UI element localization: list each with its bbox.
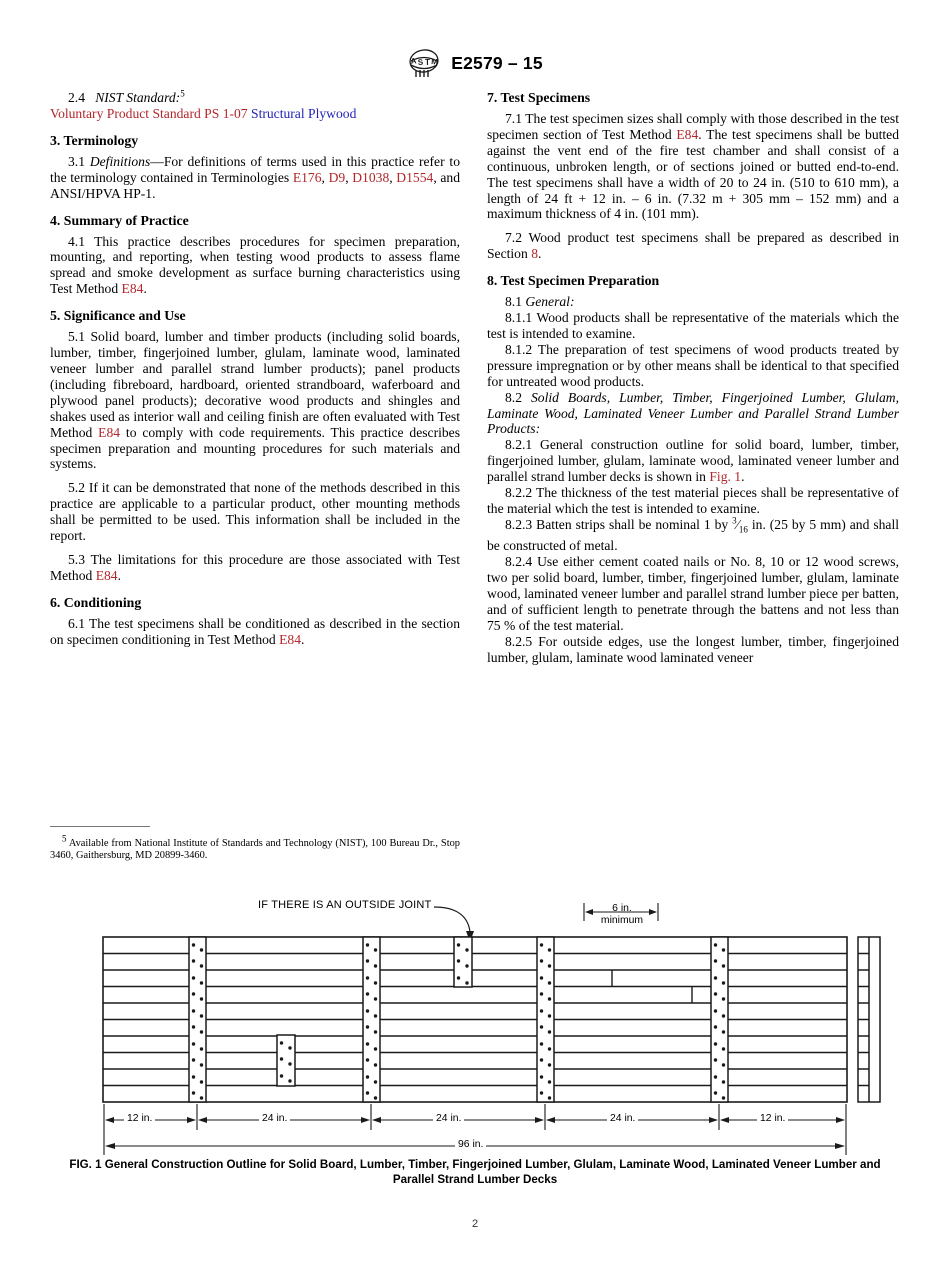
six-inch-value: 6 in. [612,903,632,914]
para-7-2-text: 7.2 Wood product test specimens shall be prepared as described in Section [487,230,899,262]
paragraph-6-1 [50,616,460,648]
para-8-2-number: 8.2 [505,389,522,405]
para-7-1-text-a: 7.1 The test specimen sizes shall comply with those described in the test specimen section of Test Method [487,111,899,142]
astm-logo-icon [407,48,441,78]
para-8-2-3-text-a: 8.2.3 Batten strips shall be nominal 1 by [505,516,733,532]
paragraph-5-3 [50,552,460,584]
dimension-label-5: 12 in. [757,1113,788,1124]
link-section-8[interactable]: 8 [531,246,538,262]
figure-1-caption: FIG. 1 General Construction Outline for Solid Board, Lumber, Timber, Fingerjoined Lumber, Glulam, Laminate Wood, Laminated Veneer Lumber and Parallel Strand Lumber Decks [69,1158,881,1186]
paragraph-7-2 [487,230,899,262]
figure-1-drawing [0,890,950,1180]
standard-designation: E2579 – 15 [451,52,543,73]
link-d1038[interactable]: D1038 [352,169,390,185]
para-5-1-text: 5.1 Solid board, lumber and timber products (including solid boards, lumber, timber, fingerjoined lumber, glulam, laminate wood, laminated veneer lumber and parallel strand lumber products); panel products (including fibreboard, hardboard, oriented strandboard, waferboard and plywood panel products); decorative wood products and shingles and shakes used as interior wall and ceiling finish are often evaluated with Test Method [50,329,460,440]
definitions-italic: Definitions [89,153,151,169]
para-4-1-text: 4.1 This practice describes procedures for specimen preparation, mounting, and reporting, when testing wood products to assess flame spread and smoke development as surface burning characteristics using Test Method [50,233,460,297]
link-structural-plywood[interactable]: Structural Plywood [251,105,357,121]
paragraph-8-2-3 [487,517,899,555]
link-e84-6-1[interactable]: E84 [279,631,302,647]
section-5-heading: 5. Significance and Use [50,308,186,324]
page-number: 2 [471,1218,479,1230]
paragraph-8-2-2: 8.2.2 The thickness of the test material pieces shall be representative of the material which the test is intended to examine. [487,485,899,516]
footnote-marker-5: 5 [180,88,185,99]
svg-text:A: A [410,56,418,66]
paragraph-8-2 [487,390,899,438]
para-8-2-1-tail: . [741,469,745,485]
link-fig-1[interactable]: Fig. 1 [709,469,742,485]
link-e176[interactable]: E176 [292,169,322,185]
sep-1: , [321,169,329,185]
sep-2: , [345,169,353,185]
para-4-1-tail: . [143,281,147,297]
para-3-1-tail: , and ANSI/HPVA HP-1. [50,169,460,201]
link-e84-5-3[interactable]: E84 [95,567,118,583]
section-3-heading: 3. Terminology [50,132,139,148]
para-8-2-title-italic: Solid Boards, Lumber, Timber, Fingerjoined Lumber, Glulam, Laminate Wood, Laminated Veneer Lumber and Parallel Strand Lumber Products: [487,389,899,437]
page-header [0,46,950,80]
section-4-heading: 4. Summary of Practice [50,212,189,228]
nist-standard-reference-line [50,106,460,122]
paragraph-4-1 [50,234,460,298]
para-8-2-3-text-b: in. (25 by 5 mm) and shall be constructed of metal. [487,516,899,554]
para-8-1-number: 8.1 [505,294,522,310]
section-2-4-heading [50,90,460,106]
section-2-4-number: 2.4 [68,90,85,105]
para-5-1-tail: to comply with code requirements. This practice describes specimen preparation and mounting procedures for such materials and systems. [50,424,460,472]
right-column [487,90,899,666]
paragraph-8-2-1 [487,437,899,485]
footnote-5 [50,833,460,863]
para-3-1-text: —For definitions of terms used in this practice refer to the terminology contained in Terminologies [50,153,460,185]
left-column [50,90,460,648]
para-6-1-tail: . [301,631,305,647]
paragraph-8-2-4: 8.2.4 Use either cement coated nails or No. 8, 10 or 12 wood screws, two per solid board, lumber, timber, fingerjoined lumber, glulam, laminate wood, laminated veneer lumber and parallel strand lumber piece per batten, and of sufficient length to penetrate through the battens and not less than 75 % of the test material. [487,554,899,633]
paragraph-8-1-1: 8.1.1 Wood products shall be representative of the materials which the test is intended to examine. [487,310,899,341]
sep-3: , [389,169,397,185]
link-e84-4-1[interactable]: E84 [121,281,144,297]
general-italic: General: [525,294,575,310]
paragraph-7-1 [487,111,899,222]
link-ps-1-07[interactable]: Voluntary Product Standard PS 1-07 [50,105,248,121]
para-8-2-1-text: 8.2.1 General construction outline for solid board, lumber, timber, fingerjoined lumber, glulam, laminate wood, laminated veneer lumber and parallel strand lumber decks is shown in [487,437,899,485]
footnote-divider [50,826,150,827]
paragraph-5-2: 5.2 If it can be demonstrated that none of the methods described in this practice are applicable to a particular product, other mounting methods shall be permitted to be used. This information shall be included in the report. [50,480,460,544]
svg-text:T: T [425,58,431,67]
dimension-label-4: 24 in. [607,1113,638,1124]
link-d1554[interactable]: D1554 [396,169,434,185]
outside-joint-callout-label: IF THERE IS AN OUTSIDE JOINT [258,899,432,911]
dimension-label-3: 24 in. [433,1113,464,1124]
link-d9[interactable]: D9 [328,169,346,185]
section-2-4-title: NIST Standard: [95,90,181,105]
section-8-heading: 8. Test Specimen Preparation [487,273,660,289]
footnote-5-marker: 5 [62,833,67,844]
dimension-label-total: 96 in. [455,1139,486,1150]
paragraph-8-1-2: 8.1.2 The preparation of test specimens of wood products treated by pressure impregnation or by other means shall be identical to that specified for untreated wood products. [487,341,899,389]
paragraph-3-1 [50,154,460,202]
paragraph-8-1 [487,294,899,310]
para-6-1-text: 6.1 The test specimens shall be conditioned as described in the section on specimen conditioning in Test Method [50,615,460,647]
dimension-label-2: 24 in. [259,1113,290,1124]
footnote-block [50,833,460,863]
fraction-three-sixteenths: $^3⁄_{16}$ [732,515,748,535]
dimension-label-1: 12 in. [124,1113,155,1124]
svg-text:M: M [431,57,439,67]
svg-text:S: S [417,57,424,67]
section-6-heading: 6. Conditioning [50,594,142,610]
minimum-word: minimum [600,915,644,926]
para-7-2-tail: . [537,246,542,262]
para-3-1-number: 3.1 [68,153,85,169]
section-7-heading: 7. Test Specimens [487,90,591,105]
para-7-1-text-b: . The test specimens shall be butted against the vent end of the fire test chamber and shall consist of a continuous, unbroken length, or of sections joined or butted end-to-end. The test specimens shall have a width of 20 to 24 in. (510 to 610 mm), a length of 24 ft + 12 in. – 6 in. (7.32 m + 305 mm – 152 mm) and a maximum thickness of 4 in. (101 mm). [487,126,899,222]
paragraph-8-2-5: 8.2.5 For outside edges, use the longest lumber, timber, fingerjoined lumber, glulam, laminate wood laminated veneer [487,633,899,665]
paragraph-5-1 [50,329,460,472]
link-e84-7-1[interactable]: E84 [676,126,699,142]
para-5-3-text: 5.3 The limitations for this procedure are those associated with Test Method [50,551,460,583]
para-5-3-tail: . [117,567,121,583]
footnote-5-text: Available from National Institute of Standards and Technology (NIST), 100 Bureau Dr., Stop 3460, Gaithersburg, MD 20899-3460. [50,838,460,862]
link-e84-5-1[interactable]: E84 [98,424,121,440]
